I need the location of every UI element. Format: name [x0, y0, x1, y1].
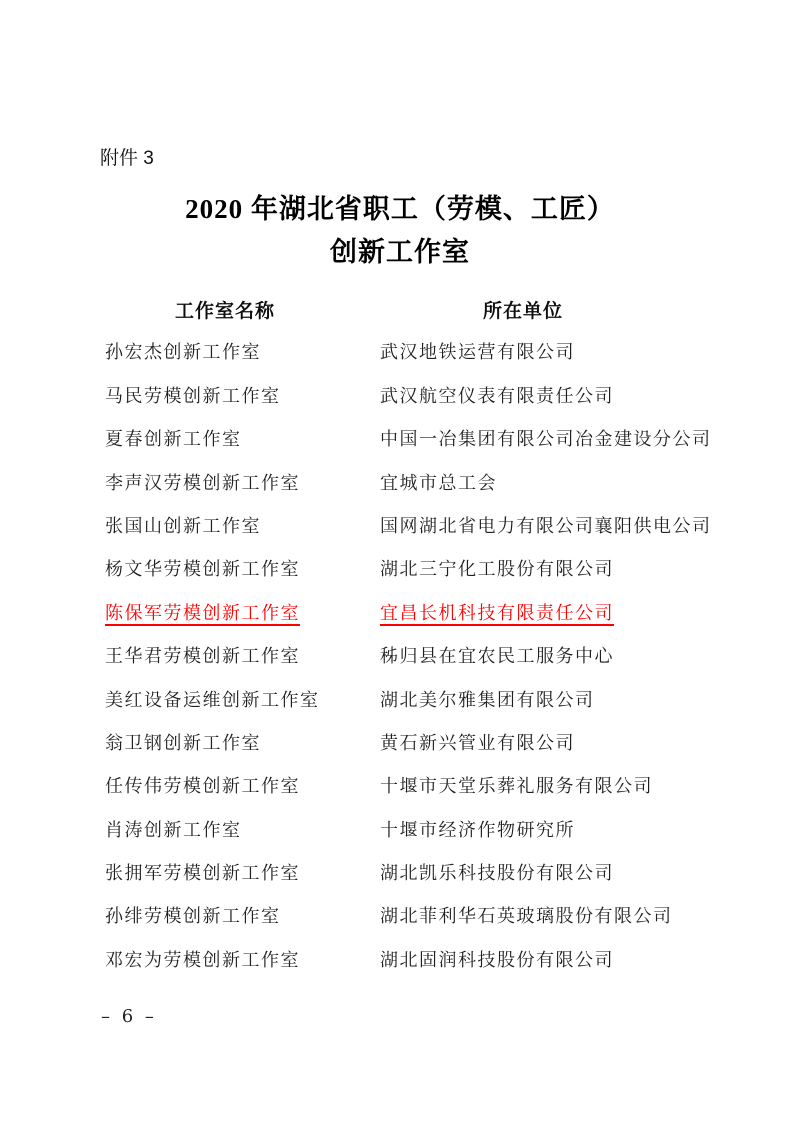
table-row — [0, 547, 800, 590]
unit-name-cell: 十堰市经济作物研究所 — [380, 819, 575, 840]
workshop-name-cell: 马民劳模创新工作室 — [105, 385, 281, 406]
workshop-name-cell: 美红设备运维创新工作室 — [105, 689, 320, 710]
unit-name-cell: 中国一冶集团有限公司冶金建设分公司 — [380, 429, 712, 450]
workshop-name-cell: 肖涛创新工作室 — [105, 819, 242, 840]
table-row — [0, 677, 800, 720]
column-header-workshop-name: 工作室名称 — [175, 301, 276, 322]
table-row — [0, 851, 800, 894]
unit-name-cell: 湖北美尔雅集团有限公司 — [380, 689, 595, 710]
unit-name-cell: 宜昌长机科技有限责任公司 — [380, 602, 614, 623]
unit-name-cell: 湖北三宁化工股份有限公司 — [380, 559, 614, 580]
workshop-name-cell: 陈保军劳模创新工作室 — [105, 602, 300, 623]
workshop-name-cell: 孙宏杰创新工作室 — [105, 342, 261, 363]
unit-name-cell: 黄石新兴管业有限公司 — [380, 732, 575, 753]
table-row — [0, 504, 800, 547]
table-row — [0, 721, 800, 764]
unit-name-cell: 宜城市总工会 — [380, 472, 497, 493]
table-row-highlighted — [0, 590, 800, 633]
workshop-name-cell: 翁卫钢创新工作室 — [105, 732, 261, 753]
workshop-name-cell: 任传伟劳模创新工作室 — [105, 776, 300, 797]
table-row — [0, 634, 800, 677]
table-row — [0, 373, 800, 416]
workshop-name-cell: 孙绯劳模创新工作室 — [105, 906, 281, 927]
unit-name-cell: 国网湖北省电力有限公司襄阳供电公司 — [380, 515, 712, 536]
table-row — [0, 807, 800, 850]
table-row — [0, 764, 800, 807]
document-title-line1: 2020 年湖北省职工（劳模、工匠） — [185, 194, 615, 224]
workshop-name-cell: 张拥军劳模创新工作室 — [105, 863, 300, 884]
table-row — [0, 330, 800, 373]
workshop-name-cell: 李声汉劳模创新工作室 — [105, 472, 300, 493]
table-row — [0, 894, 800, 937]
workshop-table — [0, 330, 800, 981]
workshop-name-cell: 邓宏为劳模创新工作室 — [105, 949, 300, 970]
column-header-unit: 所在单位 — [483, 301, 564, 322]
unit-name-cell: 湖北凯乐科技股份有限公司 — [380, 863, 614, 884]
workshop-name-cell: 张国山创新工作室 — [105, 515, 261, 536]
attachment-label: 附件 3 — [100, 148, 154, 169]
workshop-name-cell: 夏春创新工作室 — [105, 429, 242, 450]
unit-name-cell: 武汉地铁运营有限公司 — [380, 342, 575, 363]
unit-name-cell: 武汉航空仪表有限责任公司 — [380, 385, 614, 406]
page-number: – 6 – — [101, 1006, 157, 1027]
document-title-line2: 创新工作室 — [330, 237, 470, 267]
table-row — [0, 460, 800, 503]
table-row — [0, 937, 800, 980]
table-row — [0, 417, 800, 460]
unit-name-cell: 湖北菲利华石英玻璃股份有限公司 — [380, 906, 673, 927]
workshop-name-cell: 杨文华劳模创新工作室 — [105, 559, 300, 580]
unit-name-cell: 十堰市天堂乐葬礼服务有限公司 — [380, 776, 653, 797]
unit-name-cell: 湖北固润科技股份有限公司 — [380, 949, 614, 970]
workshop-name-cell: 王华君劳模创新工作室 — [105, 646, 300, 667]
unit-name-cell: 秭归县在宜农民工服务中心 — [380, 646, 614, 667]
